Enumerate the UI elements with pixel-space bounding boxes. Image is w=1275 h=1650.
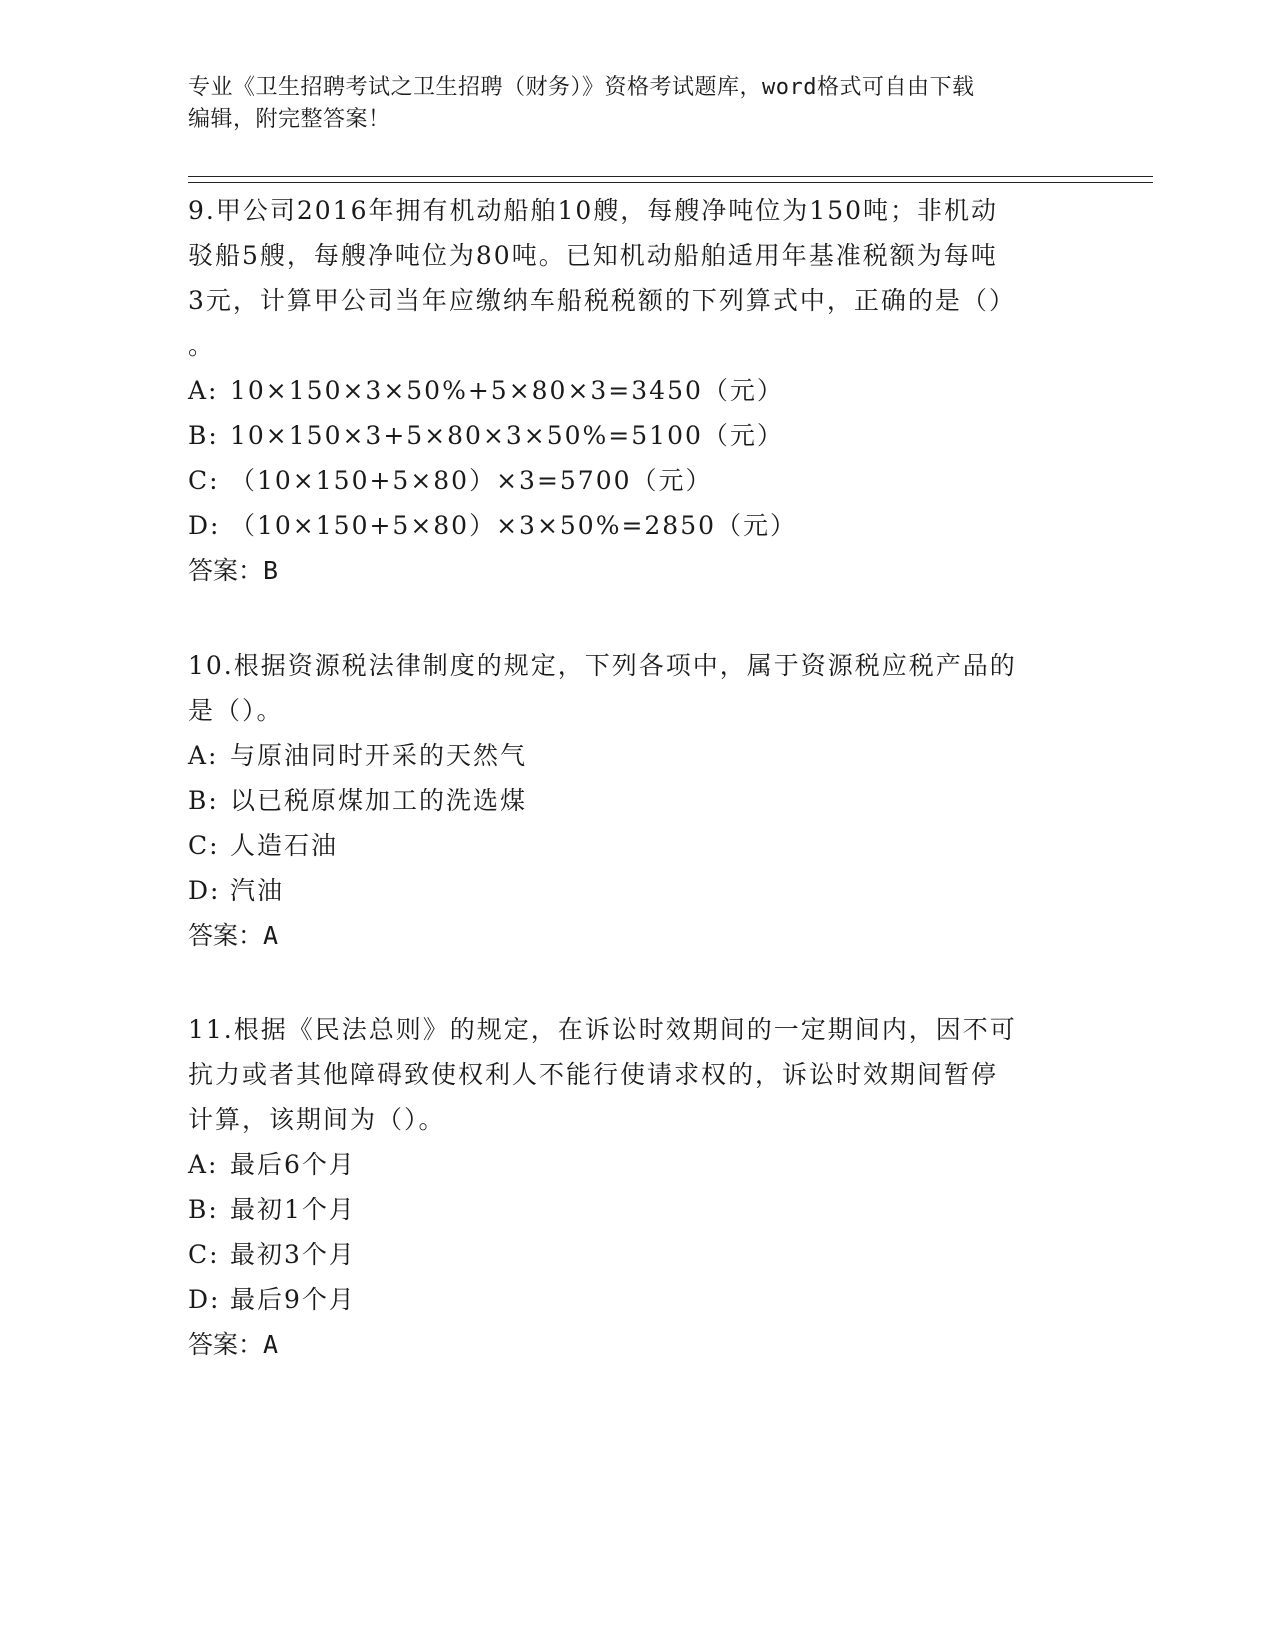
option-key: A:	[188, 376, 219, 405]
option-text: 10×150×3×50%+5×80×3=3450（元）	[230, 376, 784, 405]
question-stem-line: 3元，计算甲公司当年应缴纳车船税税额的下列算式中，正确的是（）	[188, 286, 1016, 315]
option-c	[188, 823, 1088, 868]
option-d	[188, 868, 1088, 913]
option-key: A:	[188, 741, 219, 770]
option-text: 以已税原煤加工的洗选煤	[230, 786, 528, 815]
question-stem-line: 是（）。	[188, 696, 284, 725]
option-key: A:	[188, 1150, 219, 1179]
option-text: 最初1个月	[230, 1195, 356, 1224]
question-stem	[188, 1007, 1088, 1142]
question-stem-line: 驳船5艘，每艘净吨位为80吨。已知机动船舶适用年基准税额为每吨	[188, 241, 998, 270]
option-key: B:	[188, 1195, 219, 1224]
question-stem	[188, 188, 1088, 368]
question-stem-line: 计算，该期间为（）。	[188, 1105, 446, 1134]
question-stem-line: 11.根据《民法总则》的规定，在诉讼时效期间的一定期间内，因不可	[188, 1015, 1017, 1044]
option-key: D:	[188, 876, 221, 905]
option-key: B:	[188, 421, 219, 450]
option-text: 最初3个月	[230, 1240, 356, 1269]
header-divider-top	[188, 176, 1153, 177]
option-text: （10×150+5×80）×3×50%=2850（元）	[230, 511, 798, 540]
option-text: 汽油	[230, 876, 285, 905]
option-key: D:	[188, 1285, 221, 1314]
option-key: C:	[188, 466, 220, 495]
question-stem	[188, 643, 1088, 733]
option-c	[188, 1232, 1088, 1277]
option-b	[188, 413, 1088, 458]
option-key: B:	[188, 786, 219, 815]
option-text: （10×150+5×80）×3=5700（元）	[230, 466, 713, 495]
question-9	[188, 188, 1088, 593]
option-a	[188, 1142, 1088, 1187]
option-key: C:	[188, 831, 220, 860]
option-b	[188, 1187, 1088, 1232]
option-text: 10×150×3+5×80×3×50%=5100（元）	[230, 421, 784, 450]
option-a	[188, 733, 1088, 778]
option-d	[188, 1277, 1088, 1322]
option-c	[188, 458, 1088, 503]
option-text: 人造石油	[230, 831, 339, 860]
option-a	[188, 368, 1088, 413]
answer-line: 答案：A	[188, 1330, 279, 1359]
document-header	[188, 72, 1088, 136]
question-stem-line: 9.甲公司2016年拥有机动船舶10艘，每艘净吨位为150吨；非机动	[188, 196, 999, 225]
option-key: D:	[188, 511, 221, 540]
header-divider-bottom	[188, 182, 1153, 183]
option-text: 与原油同时开采的天然气	[230, 741, 528, 770]
answer-line: 答案：A	[188, 921, 279, 950]
answer-line: 答案：B	[188, 556, 279, 585]
question-stem-line: 10.根据资源税法律制度的规定，下列各项中，属于资源税应税产品的	[188, 651, 1017, 680]
option-d	[188, 503, 1088, 548]
header-line-2: 编辑，附完整答案！	[188, 107, 391, 132]
question-stem-line: 。	[188, 331, 216, 360]
option-text: 最后9个月	[230, 1285, 356, 1314]
option-key: C:	[188, 1240, 220, 1269]
question-stem-line: 抗力或者其他障碍致使权利人不能行使请求权的，诉讼时效期间暂停	[188, 1060, 999, 1089]
question-10	[188, 643, 1088, 958]
header-line-1: 专业《卫生招聘考试之卫生招聘（财务）》资格考试题库，word格式可自由下载	[188, 75, 975, 100]
option-b	[188, 778, 1088, 823]
option-text: 最后6个月	[230, 1150, 356, 1179]
question-11	[188, 1007, 1088, 1367]
